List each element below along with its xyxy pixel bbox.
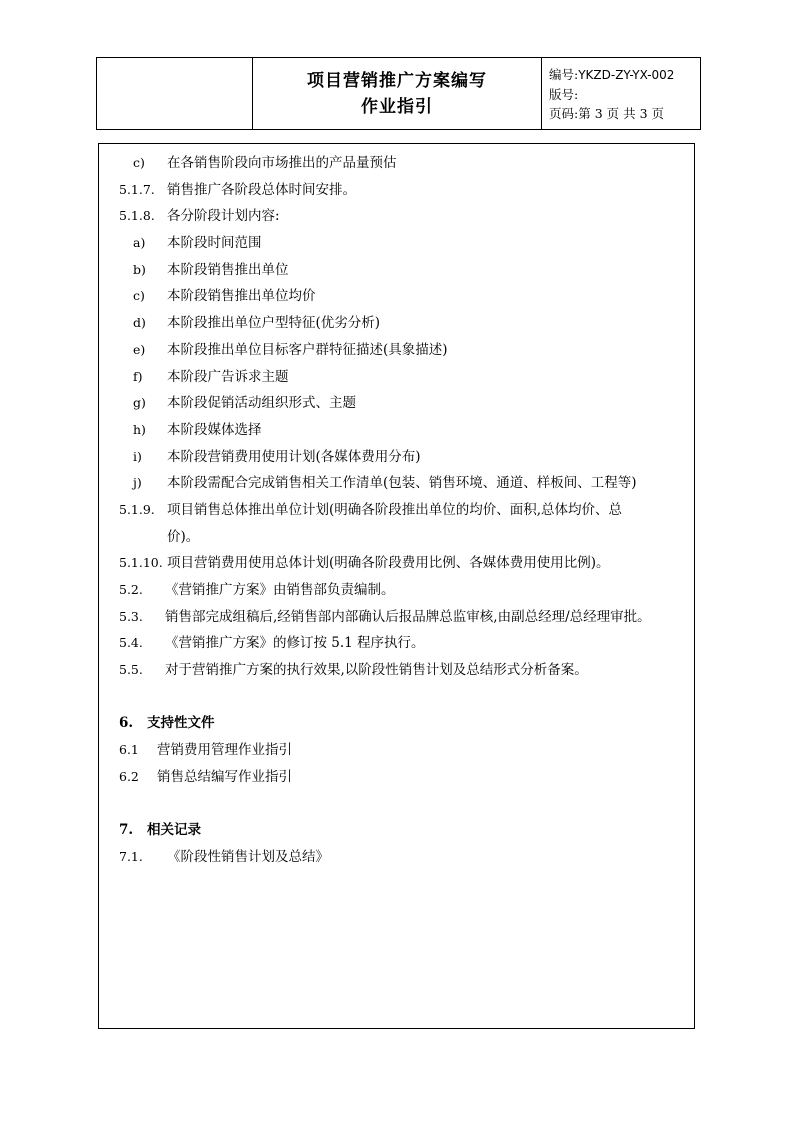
list-item	[99, 604, 694, 631]
item-text: 营销费用管理作业指引	[157, 742, 292, 759]
list-item	[99, 417, 694, 444]
page-label: 页码:	[549, 105, 579, 121]
section-heading	[99, 710, 694, 737]
section-number: 6.	[119, 715, 134, 732]
item-number: g)	[133, 395, 146, 411]
item-text: 本阶段营销费用使用计划(各媒体费用分布)	[167, 448, 421, 465]
list-item	[99, 444, 694, 471]
version-label: 版号:	[549, 86, 579, 102]
section-title: 支持性文件	[147, 715, 215, 732]
page-line	[549, 104, 700, 123]
item-number: 5.2.	[119, 582, 143, 597]
version-line	[549, 85, 700, 104]
item-text: 本阶段时间范围	[167, 235, 262, 252]
code-value: YKZD-ZY-YX-002	[578, 67, 675, 82]
item-number: i)	[133, 448, 142, 464]
item-number: h)	[133, 421, 146, 437]
item-number: 5.1.8.	[119, 208, 155, 224]
item-number: 5.1.7.	[119, 181, 155, 197]
item-number: f)	[133, 368, 143, 384]
item-text: 本阶段推出单位目标客户群特征描述(具象描述)	[167, 341, 448, 358]
list-item	[99, 764, 694, 791]
list-item	[99, 550, 694, 577]
list-item	[99, 657, 694, 684]
item-number: 5.4.	[119, 635, 143, 651]
item-number: 5.1.10.	[119, 555, 163, 571]
item-text: 本阶段推出单位户型特征(优劣分析)	[167, 315, 381, 332]
item-text: 销售部完成组稿后,经销售部内部确认后报品牌总监审核,由副总经理/总经理审批。	[165, 608, 651, 625]
item-text: 项目营销费用使用总体计划(明确各阶段费用比例、各媒体费用使用比例)。	[167, 555, 610, 572]
item-number: 7.1.	[119, 848, 143, 864]
content-frame	[98, 143, 695, 1029]
list-item	[99, 337, 694, 364]
item-text: 本阶段促销活动组织形式、主题	[167, 395, 356, 412]
item-text: 本阶段广告诉求主题	[167, 368, 289, 385]
item-number: 5.3.	[119, 608, 143, 624]
code-line	[549, 65, 700, 85]
item-number: j)	[133, 475, 142, 491]
item-number: b)	[133, 261, 146, 277]
list-item	[99, 364, 694, 391]
list-item	[99, 470, 694, 497]
item-number: d)	[133, 315, 146, 331]
content-body	[99, 150, 694, 871]
list-item	[99, 203, 694, 230]
item-text: 价)。	[167, 528, 200, 545]
list-item	[99, 230, 694, 257]
title-line-1: 项目营销推广方案编写	[307, 70, 487, 91]
item-text: 销售推广各阶段总体时间安排。	[167, 181, 356, 198]
item-text: 在各销售阶段向市场推出的产品量预估	[167, 155, 397, 171]
list-item	[99, 150, 694, 177]
section-heading	[99, 817, 694, 844]
item-number: c)	[133, 155, 145, 170]
page-number-text: 第 3 页 共 3 页	[578, 105, 664, 121]
code-label: 编号:	[549, 66, 579, 82]
list-item	[99, 390, 694, 417]
item-number: 5.1.9.	[119, 501, 155, 517]
list-item	[99, 630, 694, 657]
document-title	[253, 58, 542, 130]
list-item	[99, 577, 694, 604]
item-text: 各分阶段计划内容:	[167, 208, 280, 225]
item-number: a)	[133, 235, 146, 251]
item-text: 销售总结编写作业指引	[157, 768, 292, 785]
item-number: c)	[133, 288, 145, 304]
section-spacer	[99, 684, 694, 711]
section-spacer	[99, 791, 694, 818]
item-number: 6.2	[119, 768, 139, 784]
item-text: 本阶段需配合完成销售相关工作清单(包装、销售环境、通道、样板间、工程等)	[167, 475, 637, 492]
item-number: e)	[133, 341, 146, 357]
item-text: 本阶段媒体选择	[167, 421, 262, 438]
list-item	[99, 310, 694, 337]
title-line-2: 作业指引	[361, 96, 433, 117]
item-text: 项目销售总体推出单位计划(明确各阶段推出单位的均价、面积,总体均价、总	[167, 501, 623, 518]
list-item	[99, 257, 694, 284]
item-text: 本阶段销售推出单位	[167, 261, 289, 278]
list-item	[99, 283, 694, 310]
section-number: 7.	[119, 822, 134, 839]
list-item	[99, 177, 694, 204]
item-number: 6.1	[119, 742, 139, 758]
item-text: 《营销推广方案》的修订按 5.1 程序执行。	[165, 635, 425, 652]
section-title: 相关记录	[147, 822, 201, 839]
document-header	[96, 57, 701, 130]
list-item	[99, 497, 694, 524]
list-item-continuation	[99, 524, 694, 551]
item-text: 对于营销推广方案的执行效果,以阶段性销售计划及总结形式分析备案。	[165, 662, 588, 679]
item-number: 5.5.	[119, 662, 143, 678]
document-info	[542, 58, 701, 130]
item-text: 本阶段销售推出单位均价	[167, 288, 316, 305]
logo-area	[97, 58, 253, 130]
list-item	[99, 737, 694, 764]
item-text: 《营销推广方案》由销售部负责编制。	[165, 582, 395, 598]
item-text: 《阶段性销售计划及总结》	[167, 848, 329, 865]
list-item	[99, 844, 694, 871]
